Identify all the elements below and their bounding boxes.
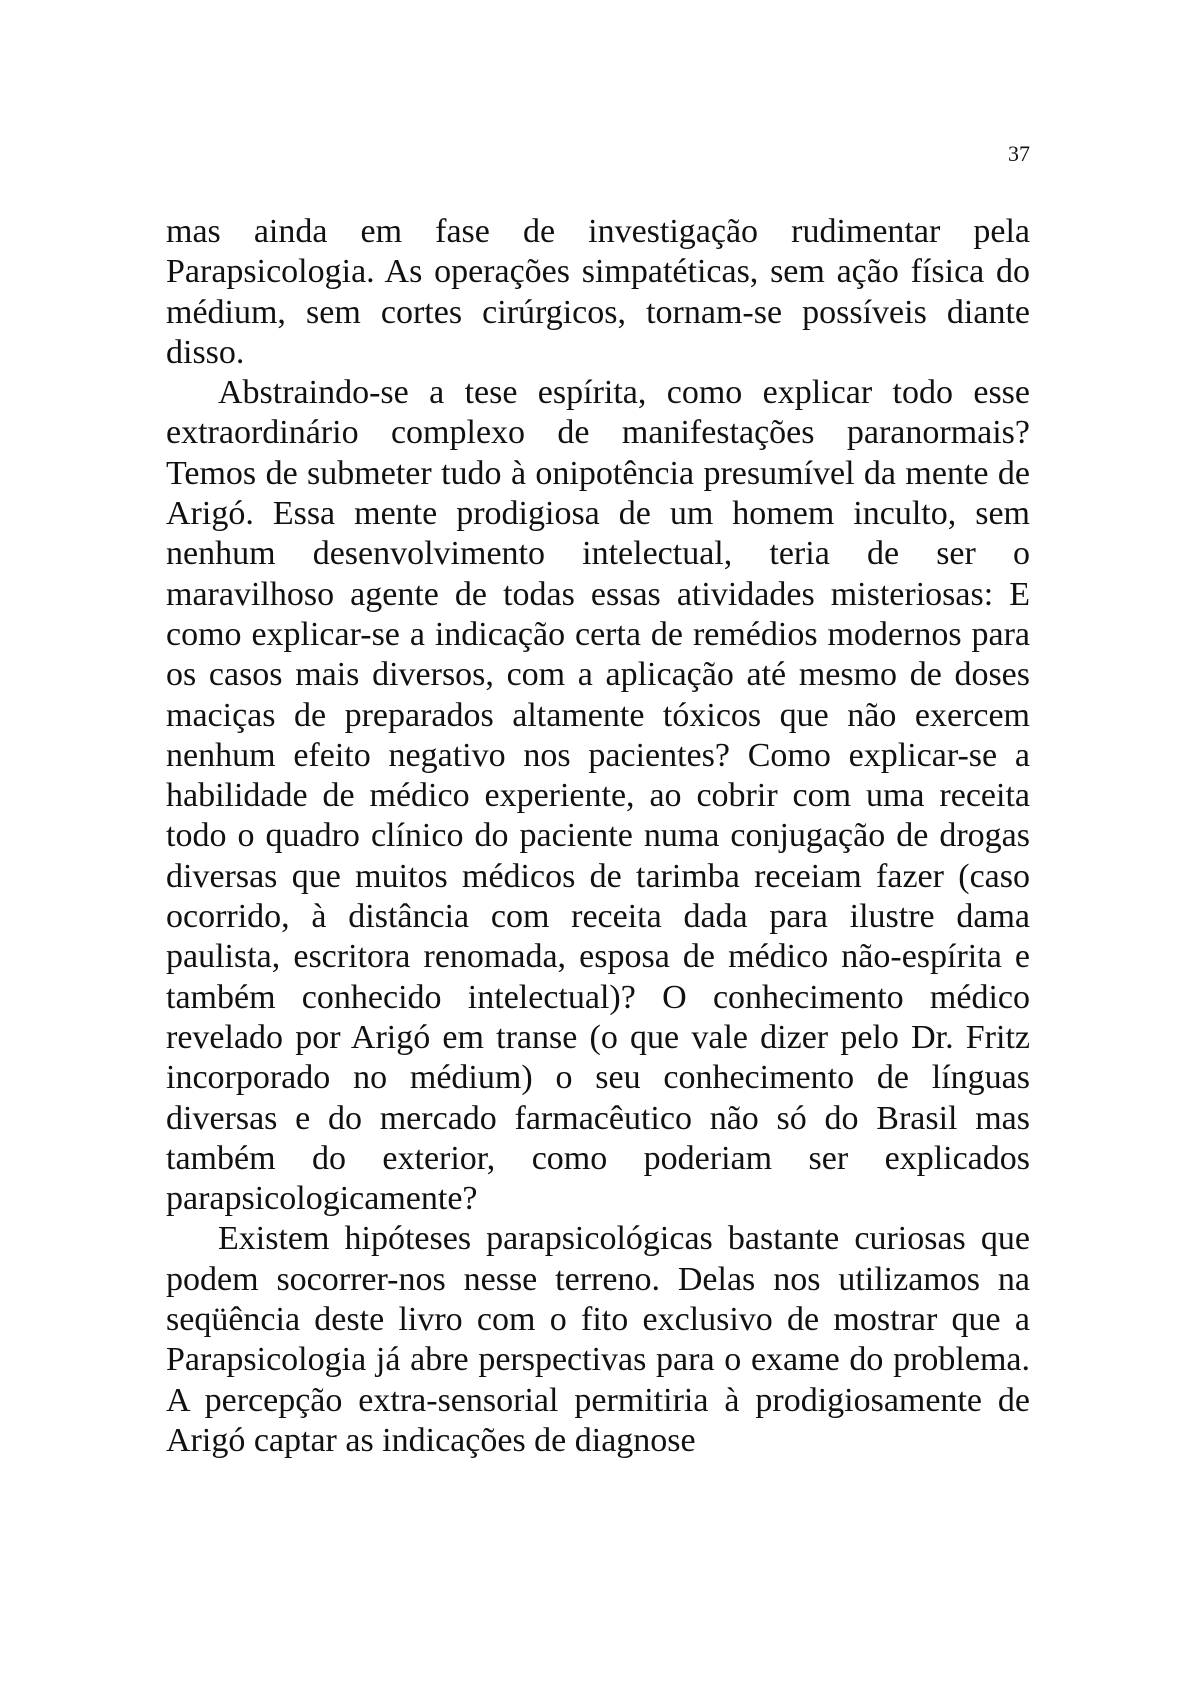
paragraph: Existem hipóteses parapsicológicas bastante curiosas que podem socorrer-nos nesse terreno. Delas nos utilizamos na seqüência deste livro com o fito exclusivo de mostrar que a Parapsicologia já abre perspectivas para o exame do problema. A percepção extra-sensorial permitiria à prodigiosamente de Arigó captar as indicações de diagnose — [166, 1220, 1030, 1459]
body-text — [166, 212, 1030, 1461]
paragraph-continuation: mas ainda em fase de investigação rudimentar pela Parapsicologia. As operações simpatéticas, sem ação física do médium, sem cortes cirúrgicos, tornam-se possíveis diante disso. — [166, 213, 1030, 371]
page-number: 37 — [1008, 141, 1030, 166]
paragraph: Abstraindo-se a tese espírita, como explicar todo esse extraordinário complexo de manifestações paranormais? Temos de submeter tudo à onipotência presumível da mente de Arigó. Essa mente prodigiosa de um homem inculto, sem nenhum desenvolvimento intelectual, teria de ser o maravilhoso agente de todas essas atividades misteriosas: E como explicar-se a indicação certa de remédios modernos para os casos mais diversos, com a aplicação até mesmo de doses maciças de preparados altamente tóxicos que não exercem nenhum efeito negativo nos pacientes? Como explicar-se a habilidade de médico experiente, ao cobrir com uma receita todo o quadro clínico do paciente numa conjugação de drogas diversas que muitos médicos de tarimba receiam fazer (caso ocorrido, à distância com receita dada para ilustre dama paulista, escritora renomada, esposa de médico não-espírita e também conhecido intelectual)? O conhecimento médico revelado por Arigó em transe (o que vale dizer pelo Dr. Fritz incorporado no médium) o seu conhecimento de línguas diversas e do mercado farmacêutico não só do Brasil mas também do exterior, como poderiam ser explicados parapsicologicamente? — [166, 374, 1030, 1218]
